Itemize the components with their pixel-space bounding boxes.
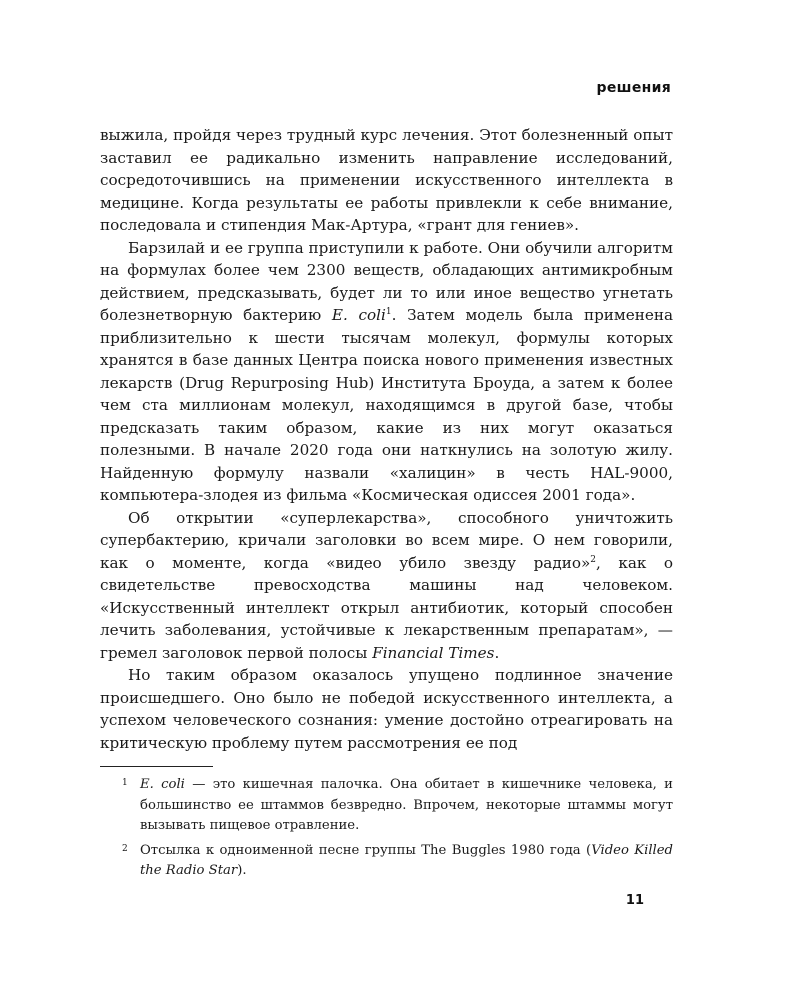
paragraph bbox=[100, 124, 673, 237]
footnote-mark: 1 bbox=[122, 778, 128, 788]
text-run: , как о свидетельстве превосходства машины над человеком. «Искусственный интеллект открыл антибиотик, который способен лечить заболевания, устойчивые к лекарственным препаратам», — гремел заголовок первой полосы bbox=[100, 553, 673, 662]
paragraph bbox=[100, 664, 673, 754]
footnote-text: ). bbox=[237, 863, 247, 878]
footnote-ref-1[interactable]: 1 bbox=[385, 306, 392, 317]
footnote-text: Отсылка к одноименной песне группы The Buggles 1980 года ( bbox=[140, 842, 592, 858]
song-title-italic: Video Killed the Radio Star bbox=[140, 842, 673, 878]
text-run: Но таким образом оказалось упущено подлинное значение происшедшего. Оно было не победой искусственного интеллекта, а успехом человеческого сознания: умение достойно отреагировать на критическую проблему путем рассмотрения ее под bbox=[100, 666, 673, 752]
newspaper-name-italic: Financial Times bbox=[372, 643, 495, 662]
footnote-ref-2[interactable]: 2 bbox=[590, 554, 596, 565]
text-run: выжила, пройдя через трудный курс лечения. Этот болезненный опыт заставил ее радикально изменить направление исследований, сосредоточившись на применении искусственного интеллекта в медицине. Когда результаты ее работы привлекли к себе внимание, последовала и стипендия Мак-Артура, «грант для гениев». bbox=[100, 126, 673, 234]
species-name-italic: E. coli bbox=[331, 306, 386, 324]
footnote-2 bbox=[100, 841, 673, 882]
footnote-mark: 2 bbox=[122, 843, 128, 854]
body-text bbox=[100, 124, 673, 754]
paragraph bbox=[100, 237, 673, 507]
text-run: . bbox=[494, 643, 500, 662]
running-head: решения bbox=[596, 80, 671, 96]
footnotes bbox=[100, 775, 673, 886]
footnote-text: — это кишечная палочка. Она обитает в кишечнике человека, и большинство ее штаммов безвредно. Впрочем, некоторые штаммы могут вызывать пищевое отравление. bbox=[140, 777, 673, 833]
page-number: 11 bbox=[625, 893, 644, 908]
species-name-italic: E. coli bbox=[140, 777, 185, 792]
paragraph bbox=[100, 507, 673, 665]
footnote-divider bbox=[100, 766, 213, 767]
text-run: Об открытии «суперлекарства», способного уничтожить супербактерию, кричали заголовки во всем мире. О нем говорили, как о моменте, когда «видео убило звезду радио» bbox=[100, 508, 673, 572]
footnote-1 bbox=[100, 775, 673, 837]
text-run: Барзилай и ее группа приступили к работе. Они обучили алгоритм на формулах более чем 2300 веществ, обладающих антимикробным действием, предсказывать, будет ли то или иное вещество угнетать болезнетворную бактерию bbox=[100, 238, 673, 324]
text-run: . Затем модель была применена приблизительно к шести тысячам молекул, формулы которых хранятся в базе данных Центра поиска нового применения известных лекарств (Drug Repurposing Hub) Института Броуда, а затем к более чем ста миллионам молекул, находящимся в другой базе, чтобы предсказать таким образом, какие из них могут оказаться полезными. В начале 2020 года они наткнулись на золотую жилу. Найденную формулу назвали «халицин» в честь HAL-9000, компьютера-злодея из фильма «Космическая одиссея 2001 года». bbox=[100, 306, 674, 504]
